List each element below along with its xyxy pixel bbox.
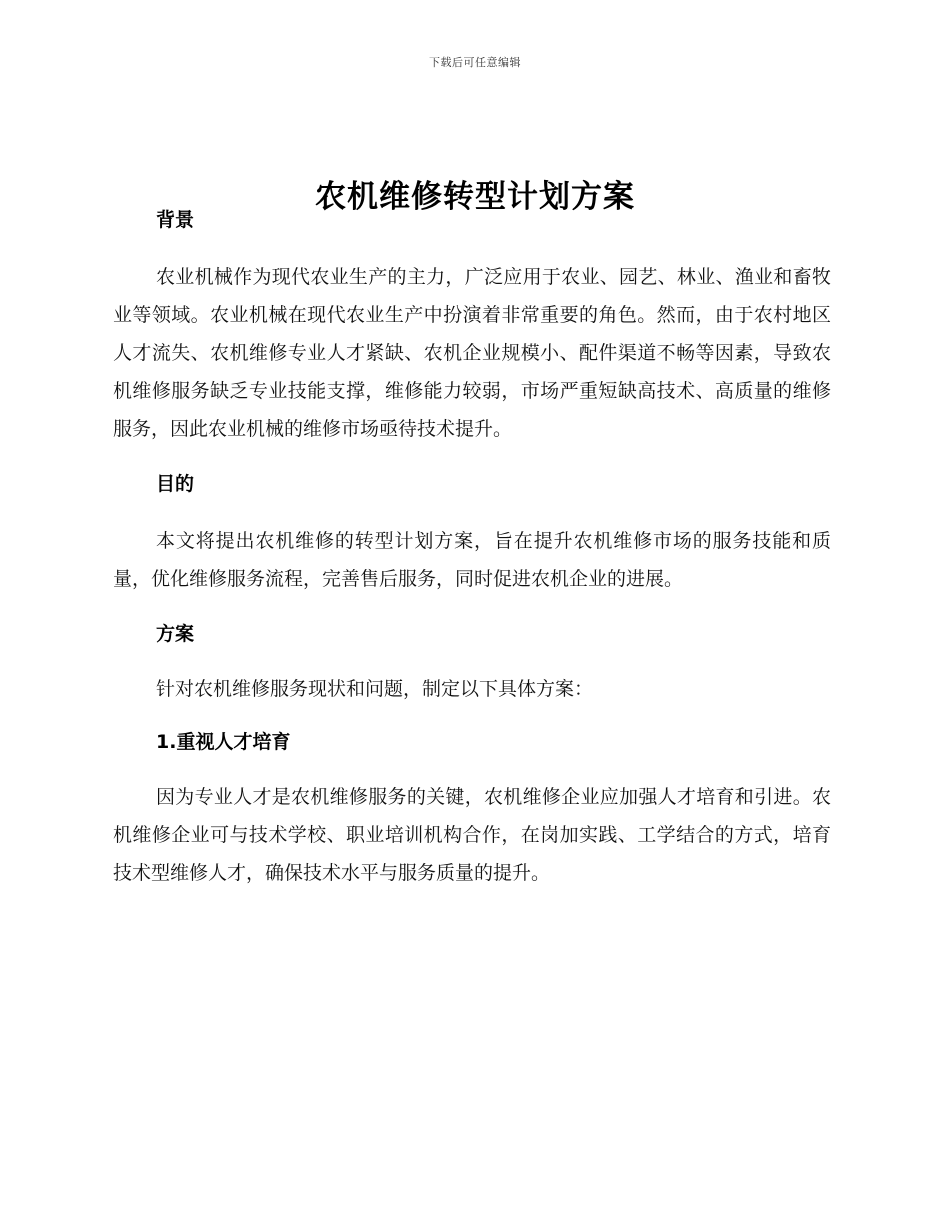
document-title: 农机维修转型计划方案 (315, 178, 635, 215)
section-paragraph-purpose: 本文将提出农机维修的转型计划方案，旨在提升农机维修市场的服务技能和质量，优化维修服务流程，完善售后服务，同时促进农机企业的进展。 (113, 530, 831, 590)
document-body (113, 204, 831, 892)
running-header: 下载后可任意编辑 (429, 56, 521, 69)
section-paragraph-plan: 针对农机维修服务现状和问题，制定以下具体方案： (156, 678, 594, 700)
section-paragraph-background: 农业机械作为现代农业生产的主力，广泛应用于农业、园艺、林业、渔业和畜牧业等领域。农业机械在现代农业生产中扮演着非常重要的角色。然而，由于农村地区人才流失、农机维修专业人才紧缺、农机企业规模小、配件渠道不畅等因素，导致农机维修服务缺乏专业技能支撑，维修能力较弱，市场严重短缺高技术、高质量的维修服务，因此农业机械的维修市场亟待技术提升。 (113, 266, 831, 440)
subsection-heading-talent: 1.重视人才培育 (156, 731, 291, 753)
section-heading-background: 背景 (156, 209, 195, 231)
section-heading-purpose: 目的 (156, 473, 195, 495)
subsection-paragraph-talent: 因为专业人才是农机维修服务的关键，农机维修企业应加强人才培育和引进。农机维修企业可与技术学校、职业培训机构合作，在岗加实践、工学结合的方式，培育技术型维修人才，确保技术水平与服务质量的提升。 (113, 786, 831, 884)
section-heading-plan: 方案 (156, 623, 195, 645)
